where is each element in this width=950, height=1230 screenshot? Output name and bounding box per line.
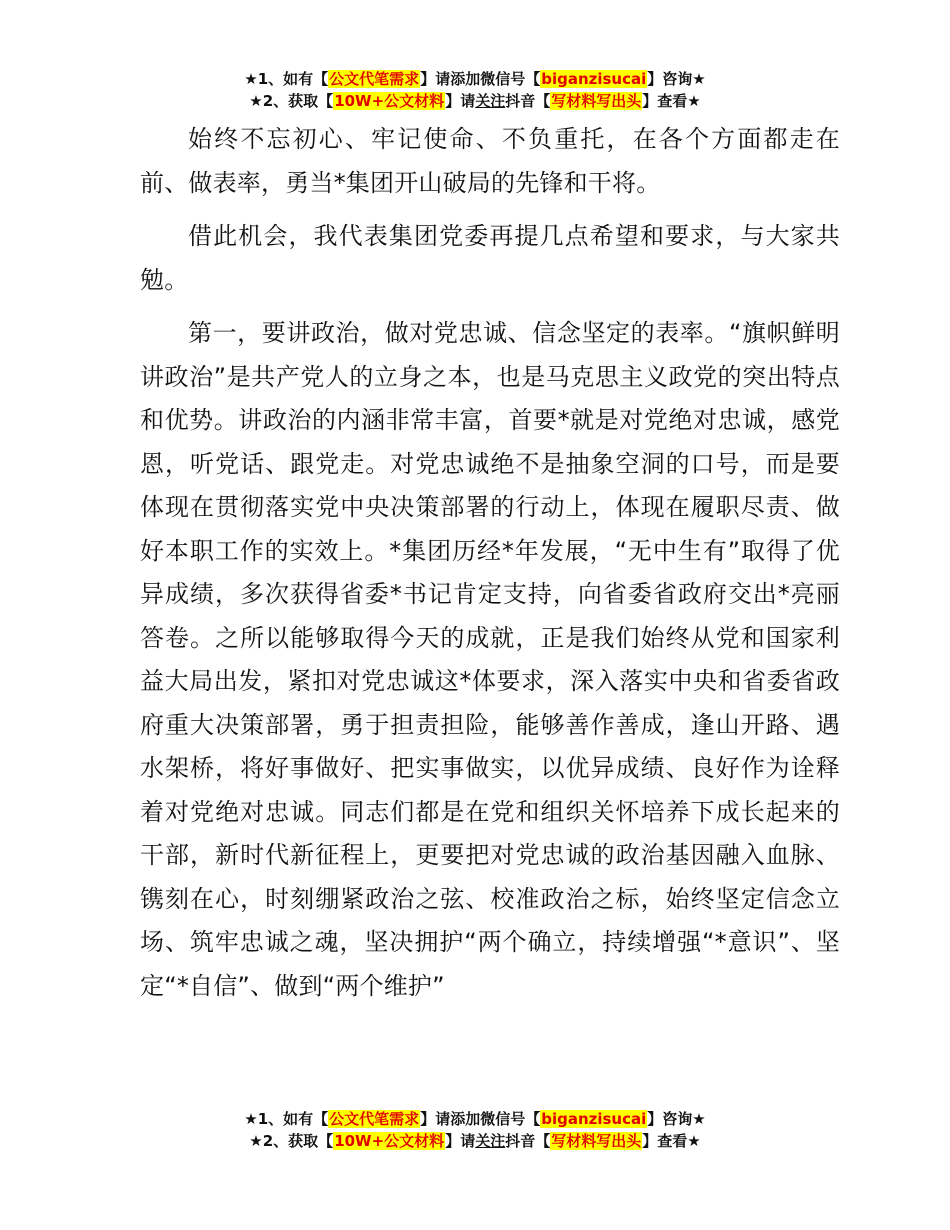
paragraph-2: 借此机会，我代表集团党委再提几点希望和要求，与大家共勉。 [140, 222, 840, 294]
paragraph-3: 第一，要讲政治，做对党忠诚、信念坚定的表率。“旗帜鲜明讲政治”是共产党人的立身之本，也是马克思主义政党的突出特点和优势。讲政治的内涵非常丰富，首要*就是对党绝对忠诚，感党恩，听党话、跟党走。对党忠诚绝不是抽象空洞的口号，而是要体现在贯彻落实党中央决策部署的行动上，体现在履职尽责、做好本职工作的实效上。*集团历经*年发展，“无中生有”取得了优异成绩，多次获得省委*书记肯定支持，向省委省政府交出*亮丽答卷。之所以能够取得今天的成就，正是我们始终从党和国家利益大局出发，紧扣对党忠诚这*体要求，深入落实中央和省委省政府重大决策部署，勇于担责担险，能够善作善成，逢山开路、遇水架桥，将好事做好、把实事做实，以优异成绩、良好作为诠释着对党绝对忠诚。同志们都是在党和组织关怀培养下成长起来的干部，新时代新征程上，更要把对党忠诚的政治基因融入血脉、镌刻在心，时刻绷紧政治之弦、校准政治之标，始终坚定信念立场、筑牢忠诚之魂，坚决拥护“两个确立，持续增强“*意识”、坚定“*自信”、做到“两个维护” [140, 319, 840, 1000]
banner-text: ★1、如有【 [244, 70, 329, 88]
banner-highlight: 公文代笔需求 [329, 1110, 420, 1128]
banner-highlight: 10W+公文材料 [334, 1132, 445, 1150]
banner-text: 】请添加微信号【 [420, 1110, 541, 1128]
banner-text: 】查看★ [642, 92, 701, 110]
banner-line-2 [0, 90, 950, 112]
banner-text: 】请 [445, 1132, 476, 1150]
banner-text: 抖音【 [505, 92, 551, 110]
banner-text: 】请添加微信号【 [420, 70, 541, 88]
banner-highlight: 写材料写出头 [551, 1132, 642, 1150]
banner-line-2 [0, 1130, 950, 1152]
banner-line-1 [0, 68, 950, 90]
banner-text: 】查看★ [642, 1132, 701, 1150]
banner-underlined-text: 关注 [475, 92, 506, 110]
footer-banner [0, 1108, 950, 1152]
document-body [140, 118, 840, 1008]
banner-highlight: 10W+公文材料 [334, 92, 445, 110]
banner-text: 抖音【 [505, 1132, 551, 1150]
paragraph-1: 始终不忘初心、牢记使命、不负重托，在各个方面都走在前、做表率，勇当*集团开山破局的先锋和干将。 [140, 125, 840, 197]
banner-text: ★2、获取【 [249, 1132, 334, 1150]
banner-highlight: 公文代笔需求 [329, 70, 420, 88]
banner-text: 】咨询★ [647, 70, 706, 88]
banner-text: 】咨询★ [647, 1110, 706, 1128]
wechat-id-highlight: biganzisucai [541, 1110, 647, 1128]
header-banner [0, 68, 950, 112]
banner-text: ★1、如有【 [244, 1110, 329, 1128]
banner-line-1 [0, 1108, 950, 1130]
banner-text: ★2、获取【 [249, 92, 334, 110]
banner-underlined-text: 关注 [475, 1132, 506, 1150]
wechat-id-highlight: biganzisucai [541, 70, 647, 88]
banner-text: 】请 [445, 92, 476, 110]
banner-highlight: 写材料写出头 [551, 92, 642, 110]
